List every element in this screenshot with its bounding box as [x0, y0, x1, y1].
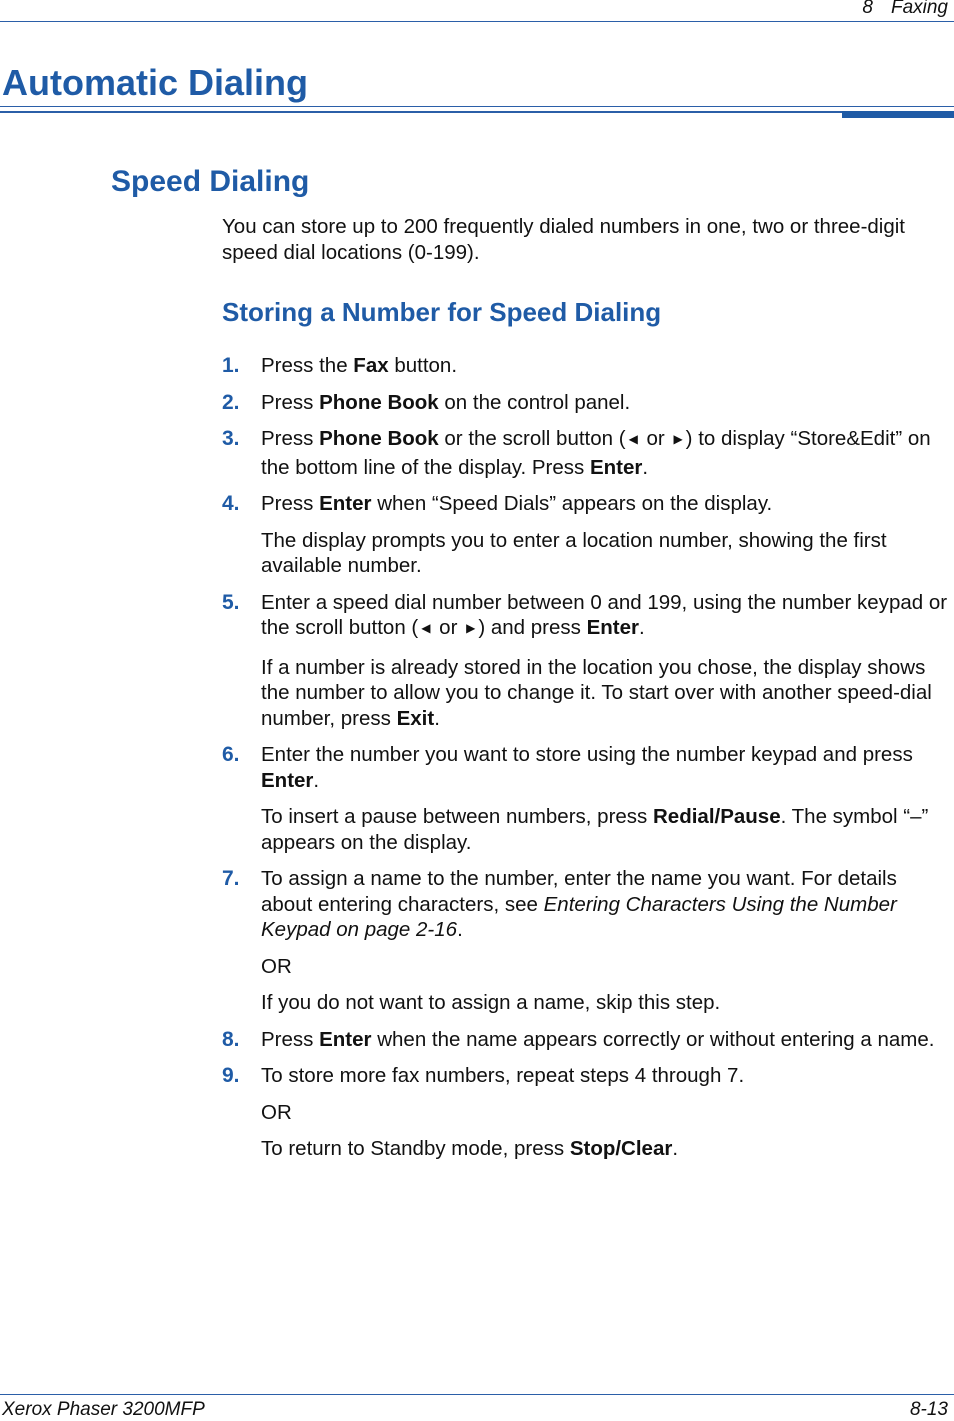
step-number: 2. [222, 390, 240, 414]
step-9: 9. To store more fax numbers, repeat steps 4 through 7. [222, 1064, 745, 1087]
step-8: 8. Press Enter when the name appears correctly or without entering a name. [222, 1027, 935, 1051]
step-7-alt: If you do not want to assign a name, skip this step. [261, 991, 721, 1014]
title-accent-bar [842, 111, 954, 118]
step-5: 5. Enter a speed dial number between 0 and 199, using the number keypad or the scroll button ( ◀ or ▶ ) and press Enter. [222, 590, 948, 639]
page-title: Automatic Dialing [2, 62, 309, 103]
step-7: 7. To assign a name to the number, enter the name you want. For details about entering characters, see Entering Characters Using the Number Keypad on page 2-16. [222, 867, 897, 941]
subsection-heading: Storing a Number for Speed Dialing [222, 297, 662, 327]
footer-product: Xerox Phaser 3200MFP [2, 1399, 205, 1420]
phone-book-label: Phone Book [319, 390, 439, 414]
header-rule [0, 21, 954, 22]
left-arrow-icon: ◀ [421, 621, 431, 635]
phone-book-label: Phone Book [319, 427, 439, 450]
step-number: 4. [222, 492, 240, 515]
redial-pause-label: Redial/Pause [653, 805, 781, 828]
footer-page-number: 8-13 [909, 1399, 948, 1420]
step-9-or: OR [261, 1100, 292, 1124]
stop-clear-label: Stop/Clear [569, 1137, 673, 1160]
title-rule-top [0, 106, 954, 107]
chapter-title: Faxing [890, 0, 948, 18]
step-6-note: To insert a pause between numbers, press Redial/Pause. The symbol “–” appears on the display. [261, 805, 929, 854]
step-6: 6. Enter the number you want to store using the number keypad and press Enter. [222, 743, 913, 792]
chapter-number: 8 [862, 0, 873, 18]
step-4-note: The display prompts you to enter a location number, showing the first available number. [261, 528, 887, 577]
section-heading: Speed Dialing [111, 165, 310, 198]
enter-label: Enter [319, 1027, 372, 1051]
enter-label: Enter [261, 768, 314, 792]
step-4: 4. Press Enter when “Speed Dials” appears on the display. [222, 492, 773, 515]
step-number: 8. [222, 1027, 240, 1051]
step-3: 3. Press Phone Book or the scroll button ( ◀ or ▶ ) to display “Store&Edit” on the bottom line of the display. Press Enter. [222, 427, 931, 479]
step-1: 1. Press the Fax button. [222, 354, 458, 377]
step-number: 1. [222, 354, 240, 377]
section-intro: You can store up to 200 frequently dialed numbers in one, two or three-digit speed dial locations (0-199). [222, 215, 906, 264]
step-number: 5. [222, 590, 240, 614]
enter-label: Enter [319, 492, 372, 515]
right-arrow-icon: ▶ [466, 621, 476, 635]
fax-button-label: Fax [353, 354, 389, 377]
cross-reference-link[interactable]: Entering Characters Using the Number Keypad on page 2-16 [261, 892, 897, 941]
step-number: 3. [222, 427, 240, 450]
step-number: 9. [222, 1064, 240, 1087]
footer-rule [0, 1394, 954, 1395]
step-list [222, 353, 950, 1173]
title-rule-bottom [0, 111, 954, 113]
running-header [862, 0, 948, 19]
step-7-or: OR [261, 954, 292, 978]
step-5-note: If a number is already stored in the location you chose, the display shows the number to allow you to change it. To start over with another speed-dial number, press Exit. [261, 655, 932, 730]
step-2: 2. Press Phone Book on the control panel. [222, 390, 631, 414]
exit-label: Exit [396, 706, 435, 730]
left-arrow-icon: ◀ [628, 432, 638, 446]
enter-label: Enter [586, 616, 639, 639]
enter-label: Enter [589, 455, 643, 479]
right-arrow-icon: ▶ [673, 432, 683, 446]
step-number: 7. [222, 867, 240, 890]
step-9-alt: To return to Standby mode, press Stop/Clear. [261, 1137, 679, 1160]
step-number: 6. [222, 743, 240, 766]
